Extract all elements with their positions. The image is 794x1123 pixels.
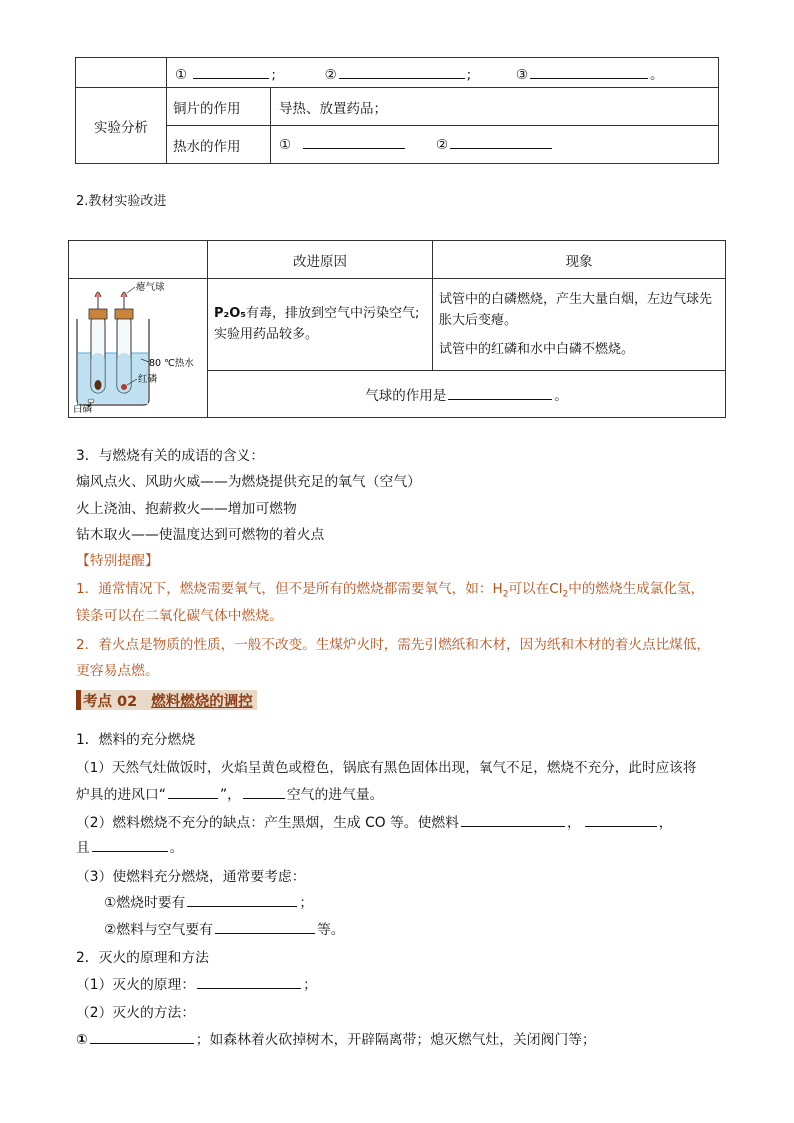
fuel-q2-cont: [76, 836, 184, 856]
marker: ②: [324, 66, 337, 83]
balloon-role-cell: [208, 370, 726, 417]
test-tube-diagram: [69, 279, 205, 413]
answer-blank[interactable]: [197, 987, 301, 989]
sub: 2: [502, 589, 509, 600]
blanks-row: [167, 58, 719, 88]
text: ①燃烧时要有: [104, 895, 186, 911]
idiom-line: 火上浇油、抱薪救火——增加可燃物: [76, 501, 297, 517]
row-label: 热水的作用: [167, 126, 271, 164]
sep: ;: [466, 66, 472, 83]
answer-blank[interactable]: [339, 77, 465, 79]
improvement-table: [68, 240, 726, 418]
text: ②燃料与空气要有: [104, 922, 213, 938]
fuel-q1-cont: [76, 783, 383, 803]
answer-blank[interactable]: [90, 1042, 194, 1044]
fuel-q3: （3）使燃料充分燃烧，通常要考虑：: [76, 869, 306, 885]
marker: ①: [76, 1032, 88, 1048]
answer-blank[interactable]: [168, 797, 218, 799]
fuel-q3-2: [104, 918, 345, 938]
text: 空气的进气量。: [286, 787, 384, 803]
kaodian-title: 燃料燃烧的调控: [151, 694, 253, 710]
fire-principle: [76, 973, 317, 993]
idiom-line: 煽风点火、风助火威——为燃烧提供充足的氧气（空气）: [76, 474, 421, 490]
text: 中的燃烧生成氯化氢，: [568, 581, 705, 597]
empty-cell: [69, 241, 208, 279]
header-reason: 改进原因: [208, 241, 433, 279]
sep: ;: [271, 66, 276, 83]
answer-blank[interactable]: [530, 77, 648, 79]
reminder-p2: 2．着火点是物质的性质，一般不改变。生煤炉火时，需先引燃纸和木材，因为纸和木材的着火点比煤低，: [76, 637, 710, 653]
formula: P₂O₅: [214, 306, 246, 322]
reason-text: 有毒，排放到空气中污染空气;实验用药品较多。: [214, 306, 420, 343]
answer-blank[interactable]: [243, 797, 285, 799]
answer-blank[interactable]: [461, 825, 565, 827]
text: 1．通常情况下，燃烧需要氧气，但不是所有的燃烧都需要氧气，如：H: [76, 581, 503, 597]
group-label: 实验分析: [76, 88, 167, 164]
end: 。: [649, 66, 664, 83]
fire-methods: （2）灭火的方法：: [76, 1005, 196, 1021]
text: ，: [658, 815, 673, 831]
text: ，: [566, 815, 581, 831]
text: 炉具的进风口“: [76, 787, 166, 803]
label-red-phosphorus: 红磷: [138, 374, 158, 385]
label-water: 80 ℃热水: [149, 358, 194, 369]
text: ；如森林着火砍掉树木，开辟隔离带；熄灭燃气灶，关闭阀门等；: [195, 1032, 596, 1048]
answer-blank[interactable]: [215, 932, 315, 934]
phenomenon-2: 试管中的红磷和水中白磷不燃烧。: [439, 341, 635, 357]
idiom-line: 钻木取火——使温度达到可燃物的着火点: [76, 527, 325, 543]
text: 等。: [316, 922, 345, 938]
reminder-p1: [76, 577, 704, 600]
answer-blank[interactable]: [585, 825, 657, 827]
text: ；: [303, 977, 317, 993]
fuel-q3-1: [104, 891, 313, 911]
blanks-row: [271, 126, 719, 164]
text: 可以在Cl: [508, 581, 563, 597]
section-title: 2.教材实验改进: [76, 194, 167, 209]
fuel-q2: [76, 811, 673, 831]
fuel-heading: 1．燃料的充分燃烧: [76, 732, 196, 748]
analysis-table: [75, 57, 719, 164]
phenomenon-cell: [433, 279, 726, 371]
answer-blank[interactable]: [450, 147, 552, 149]
text: 且: [76, 840, 90, 856]
marker: ①: [279, 136, 292, 153]
kaodian-code: 考点 02: [83, 694, 138, 710]
label-balloon: 瘪气球: [136, 282, 165, 293]
header-phenomenon: 现象: [433, 241, 726, 279]
phenomenon-1: 试管中的白磷燃烧，产生大量白烟，左边气球先胀大后变瘪。: [439, 291, 713, 328]
reminder-p2-cont: 更容易点燃。: [76, 663, 159, 679]
text: 。: [169, 840, 184, 856]
fire-heading: 2．灭火的原理和方法: [76, 950, 209, 966]
marker: ③: [515, 66, 528, 83]
text: （2）燃料燃烧不充分的缺点：产生黑烟，生成 CO 等。使燃料: [76, 815, 459, 831]
answer-blank[interactable]: [92, 850, 168, 852]
text: ”，: [219, 787, 241, 803]
reason-cell: [208, 279, 433, 371]
row-label: 铜片的作用: [167, 88, 271, 126]
diagram-cell: [69, 279, 208, 418]
answer-blank[interactable]: [187, 905, 297, 907]
marker: ①: [175, 66, 188, 83]
row-value: 导热、放置药品；: [271, 88, 719, 126]
empty-cell: [76, 58, 167, 88]
reminder-p1-cont: 镁条可以在二氧化碳气体中燃烧。: [76, 608, 283, 624]
answer-blank[interactable]: [303, 147, 405, 149]
balloon-role-prefix: 气球的作用是: [365, 387, 447, 404]
marker: ②: [436, 136, 449, 153]
reminder-title: 【特别提醒】: [76, 553, 159, 569]
idioms-title: 3．与燃烧有关的成语的含义：: [76, 448, 265, 464]
balloon-role-suffix: 。: [554, 387, 568, 404]
text: ；: [299, 895, 314, 911]
answer-blank[interactable]: [448, 398, 552, 400]
label-white-phosphorus: 白磷: [73, 404, 93, 413]
sub: 2: [562, 589, 569, 600]
fuel-q1: （1）天然气灶做饭时，火焰呈黄色或橙色，锅底有黑色固体出现，氧气不足，燃烧不充分，此时应该将: [76, 760, 697, 776]
fire-method-1: [76, 1028, 596, 1048]
text: （1）灭火的原理：: [76, 977, 196, 993]
answer-blank[interactable]: [193, 77, 269, 79]
kaodian-heading: [76, 690, 257, 710]
